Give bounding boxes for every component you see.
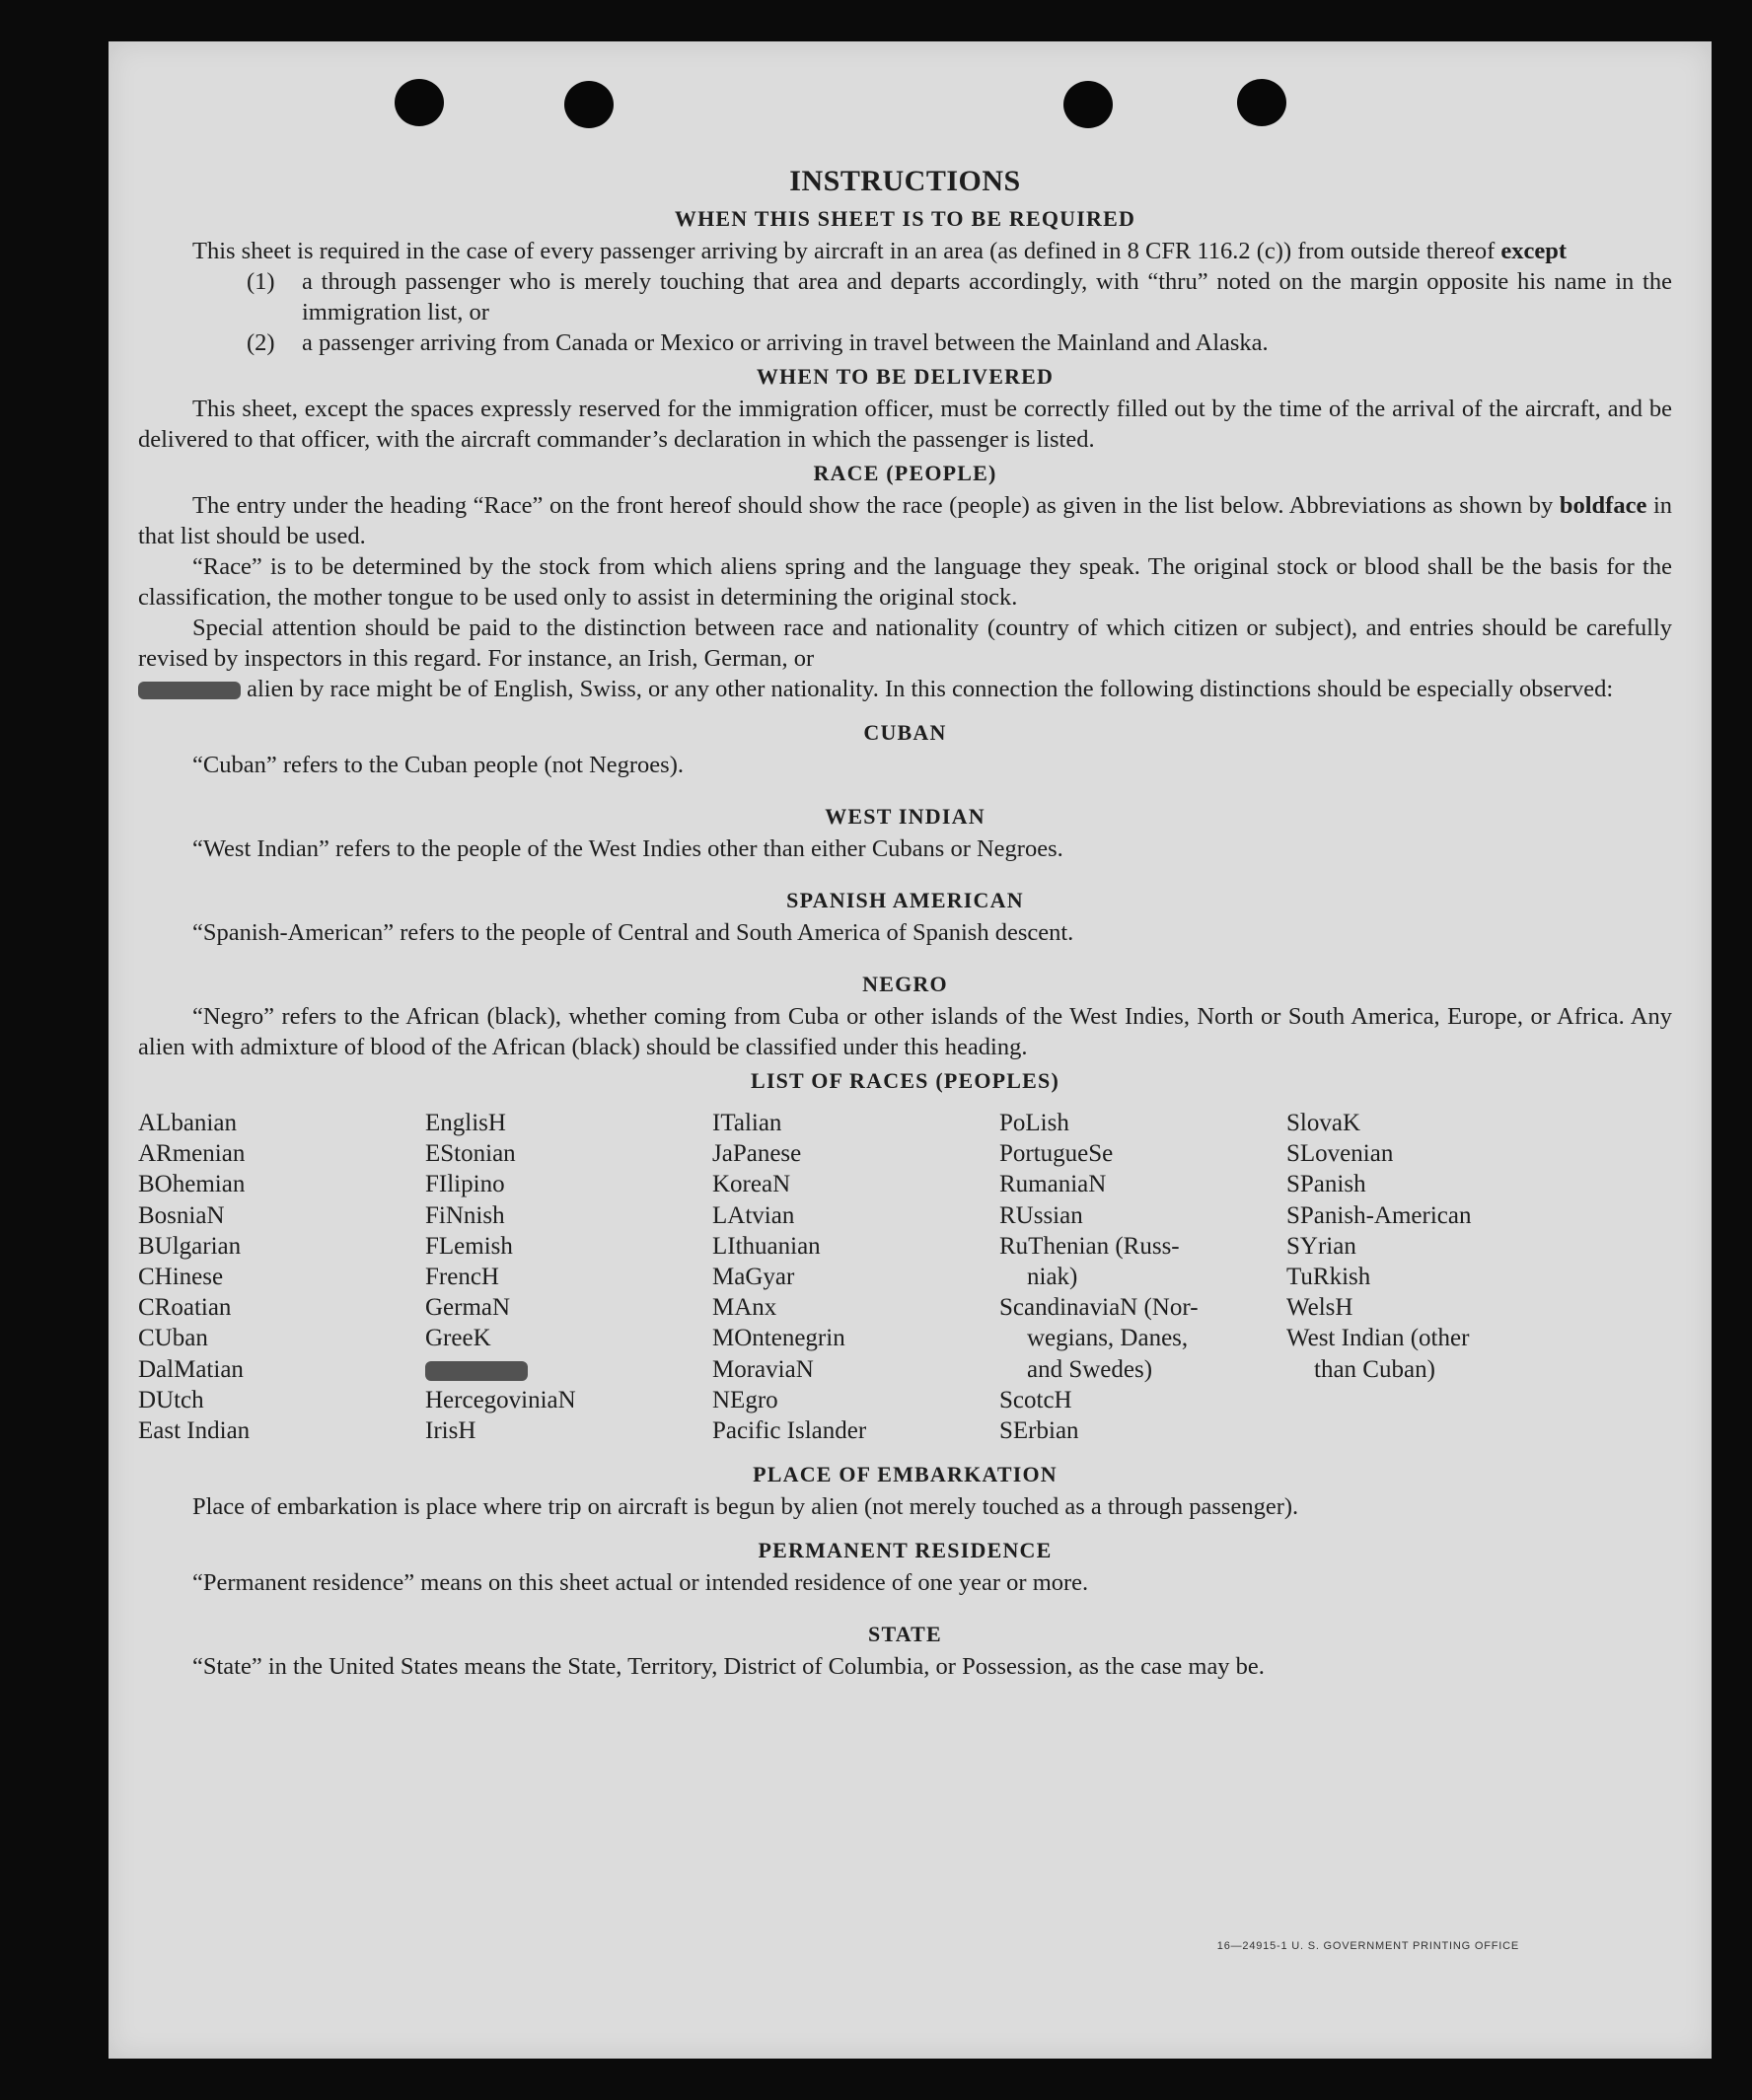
race-entry: SPanish <box>1286 1171 1366 1198</box>
race-para-3: Special attention should be paid to the distinction between race and nationality (country of which citizen or subject), and entries should be carefully revised by inspectors in this regard. For instance, an Irish, German, or alien by race might be of English, Swiss, or any other nationality. In this connection the following distinctions should be especially observed: <box>138 615 1672 702</box>
punch-hole-2 <box>564 81 614 128</box>
race-entry: SLovenian <box>1286 1140 1394 1168</box>
race-entry: BOhemian <box>138 1171 246 1198</box>
race-entry: PoLish <box>999 1110 1069 1136</box>
race-entry: ScotcH <box>999 1386 1072 1413</box>
required-item-2: (2) a passenger arriving from Canada or Mexico or arriving in travel between the Mainland and Alaska. <box>247 329 1269 356</box>
races-column-1 <box>138 1108 425 1446</box>
heading-spanish-american: SPANISH AMERICAN <box>786 888 1024 912</box>
race-entry: LAtvian <box>712 1201 795 1229</box>
race-entry: than Cuban) <box>1314 1355 1435 1383</box>
race-entry: DalMatian <box>138 1355 244 1383</box>
state-text: “State” in the United States means the State, Territory, District of Columbia, or Possession, as the case may be. <box>192 1653 1265 1681</box>
race-entry: JaPanese <box>712 1140 802 1168</box>
heading-west-indian: WEST INDIAN <box>825 804 986 829</box>
race-entry: HercegoviniaN <box>425 1386 576 1413</box>
race-entry-redacted <box>425 1354 712 1385</box>
race-entry: NEgro <box>712 1386 778 1413</box>
race-entry: MoraviaN <box>712 1355 814 1383</box>
race-entry: ARmenian <box>138 1140 246 1168</box>
heading-cuban: CUBAN <box>863 720 947 745</box>
punch-hole-1 <box>395 79 444 126</box>
race-entry: ITalian <box>712 1110 782 1136</box>
race-entry: GermaN <box>425 1294 511 1322</box>
race-entry: SPanish-American <box>1286 1201 1472 1229</box>
race-entry: DUtch <box>138 1386 204 1413</box>
races-column-5 <box>1286 1108 1573 1446</box>
race-entry: MAnx <box>712 1294 777 1322</box>
race-entry: West Indian (other <box>1286 1325 1470 1352</box>
negro-text: “Negro” refers to the African (black), whether coming from Cuba or other islands of the West Indies, North or South America, Europe, or Africa. Any alien with admixture of blood of the African (black) should be classified under this heading. <box>138 1003 1672 1060</box>
residence-text: “Permanent residence” means on this sheet actual or intended residence of one year or more. <box>192 1569 1089 1597</box>
race-entry: SErbian <box>999 1417 1079 1445</box>
race-entry: CHinese <box>138 1264 224 1291</box>
heading-delivered: WHEN TO BE DELIVERED <box>756 364 1055 389</box>
races-column-4 <box>999 1108 1286 1446</box>
race-entry: FrencH <box>425 1264 499 1291</box>
west-indian-text: “West Indian” refers to the people of the West Indies other than either Cubans or Negroes. <box>192 835 1063 862</box>
spanish-american-text: “Spanish-American” refers to the people of Central and South America of Spanish descent. <box>192 919 1074 946</box>
race-entry: EStonian <box>425 1140 516 1168</box>
race-entry: GreeK <box>425 1325 491 1352</box>
race-para-1: The entry under the heading “Race” on the front hereof should show the race (people) as given in the list below. Abbreviations as shown by boldface in that list should be used. <box>138 492 1672 549</box>
heading-race: RACE (PEOPLE) <box>813 461 997 485</box>
embarkation-text: Place of embarkation is place where trip on aircraft is begun by alien (not merely touched as a through passenger). <box>192 1493 1299 1521</box>
race-entry: BUlgarian <box>138 1232 242 1260</box>
race-entry: LIthuanian <box>712 1232 821 1260</box>
cuban-text: “Cuban” refers to the Cuban people (not Negroes). <box>192 752 684 778</box>
race-entry: CUban <box>138 1325 208 1352</box>
race-entry: KoreaN <box>712 1171 791 1198</box>
printing-office-code: 16—24915-1 U. S. GOVERNMENT PRINTING OFFICE <box>1216 1940 1519 1952</box>
race-entry: niak) <box>1027 1264 1078 1291</box>
required-item-1: (1) a through passenger who is merely touching that area and departs accordingly, with “thru” noted on the margin opposite his name in the immigration list, or <box>247 268 1672 326</box>
race-entry: TuRkish <box>1286 1264 1371 1291</box>
punch-hole-3 <box>1063 81 1113 128</box>
race-entry: EnglisH <box>425 1110 506 1136</box>
race-entry: FiNnish <box>425 1201 505 1229</box>
race-entry: wegians, Danes, <box>1027 1325 1189 1352</box>
heading-state: STATE <box>868 1622 942 1647</box>
delivered-text: This sheet, except the spaces expressly reserved for the immigration officer, must be correctly filled out by the time of the arrival of the aircraft, and be delivered to that officer, with the aircraft commander’s declaration in which the passenger is listed. <box>138 396 1672 453</box>
race-entry: RumaniaN <box>999 1171 1107 1198</box>
race-entry: Pacific Islander <box>712 1417 867 1445</box>
race-entry: FIlipino <box>425 1171 505 1198</box>
heading-residence: PERMANENT RESIDENCE <box>758 1538 1053 1563</box>
race-para-2: “Race” is to be determined by the stock from which aliens spring and the language they speak. The original stock or blood shall be the basis for the classification, the mother tongue to be used only to assist in determining the original stock. <box>138 553 1672 611</box>
race-entry: PortugueSe <box>999 1140 1114 1168</box>
heading-list-of-races: LIST OF RACES (PEOPLES) <box>750 1068 1060 1093</box>
race-entry: MaGyar <box>712 1264 795 1291</box>
races-list <box>138 1108 1672 1446</box>
race-entry: IrisH <box>425 1417 476 1445</box>
heading-negro: NEGRO <box>862 972 948 996</box>
race-entry: RuThenian (Russ- <box>999 1232 1180 1260</box>
race-entry: RUssian <box>999 1201 1083 1229</box>
form-sheet <box>109 41 1712 2059</box>
punch-hole-4 <box>1237 79 1286 126</box>
races-column-3 <box>712 1108 999 1446</box>
race-entry: ScandinaviaN (Nor- <box>999 1294 1199 1322</box>
race-entry: SlovaK <box>1286 1110 1360 1136</box>
race-entry: MOntenegrin <box>712 1325 845 1352</box>
race-entry: and Swedes) <box>1027 1355 1153 1383</box>
race-entry: WelsH <box>1286 1294 1353 1322</box>
redaction-smudge <box>425 1361 528 1381</box>
race-entry: East Indian <box>138 1417 251 1445</box>
race-entry: BosniaN <box>138 1201 225 1229</box>
page-title: INSTRUCTIONS <box>789 165 1021 197</box>
heading-embarkation: PLACE OF EMBARKATION <box>753 1462 1058 1487</box>
race-entry: SYrian <box>1286 1232 1356 1260</box>
race-entry: FLemish <box>425 1232 513 1260</box>
instructions-content <box>138 163 1672 1682</box>
required-intro: This sheet is required in the case of every passenger arriving by aircraft in an area (as defined in 8 CFR 116.2 (c)) from outside thereof except <box>192 238 1568 264</box>
races-column-2 <box>425 1108 712 1446</box>
redaction-smudge <box>138 682 241 699</box>
race-entry: CRoatian <box>138 1294 232 1322</box>
race-entry: ALbanian <box>138 1110 237 1136</box>
heading-required: WHEN THIS SHEET IS TO BE REQUIRED <box>674 206 1136 231</box>
